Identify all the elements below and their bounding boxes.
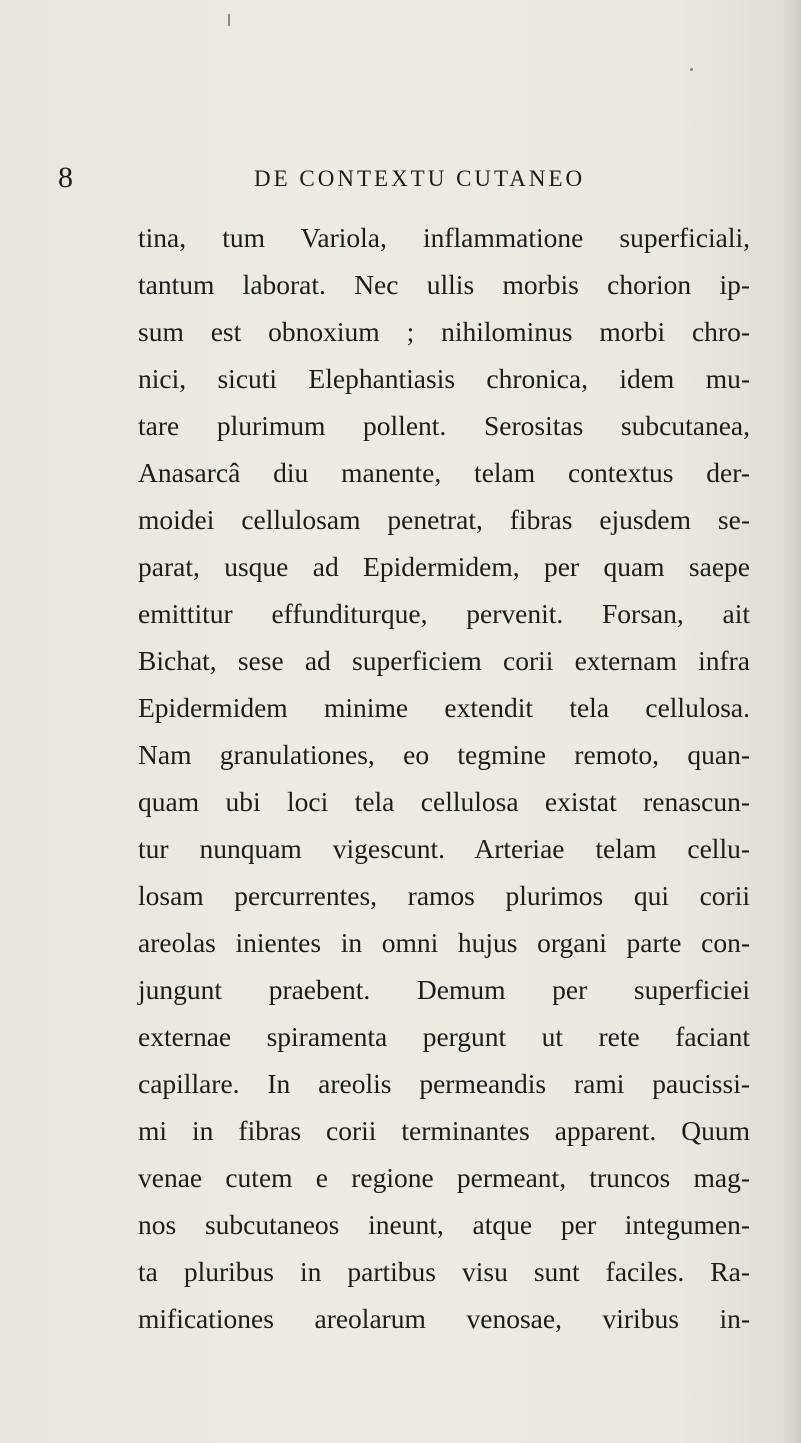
text-line: mificationes areolarum venosae, viribus in- <box>138 1303 750 1334</box>
text-line: Bichat, sese ad superficiem corii externam infra <box>138 645 750 676</box>
text-line: venae cutem e regione permeant, truncos mag- <box>138 1162 750 1193</box>
text-line: Epidermidem minime extendit tela cellulosa. <box>138 692 750 723</box>
text-line: mi in fibras corii terminantes apparent. Quum <box>138 1115 750 1146</box>
text-line: externae spiramenta pergunt ut rete faciant <box>138 1021 750 1052</box>
text-line: tur nunquam vigescunt. Arteriae telam cellu- <box>138 833 750 864</box>
text-line: tantum laborat. Nec ullis morbis chorion ip- <box>138 269 750 300</box>
text-line: nos subcutaneos ineunt, atque per integumen- <box>138 1209 750 1240</box>
text-line: tare plurimum pollent. Serositas subcutanea, <box>138 410 750 441</box>
text-line: nici, sicuti Elephantiasis chronica, idem mu- <box>138 363 750 394</box>
print-speck <box>228 14 230 26</box>
running-head: DE CONTEXTU CUTANEO <box>254 166 586 191</box>
print-speck <box>690 68 693 71</box>
text-line: emittitur effunditurque, pervenit. Forsan, ait <box>138 598 750 629</box>
text-line: areolas inientes in omni hujus organi parte con- <box>138 927 750 958</box>
text-line: quam ubi loci tela cellulosa existat renascun- <box>138 786 750 817</box>
text-line: tina, tum Variola, inflammatione superficiali, <box>138 222 750 253</box>
text-line: jungunt praebent. Demum per superficiei <box>138 974 750 1005</box>
text-line: losam percurrentes, ramos plurimos qui corii <box>138 880 750 911</box>
page-number: 8 <box>58 161 73 194</box>
text-line: moidei cellulosam penetrat, fibras ejusdem se- <box>138 504 750 535</box>
text-line: sum est obnoxium ; nihilominus morbi chro- <box>138 316 750 347</box>
text-line: Anasarcâ diu manente, telam contextus der- <box>138 457 750 488</box>
text-line: ta pluribus in partibus visu sunt faciles. Ra- <box>138 1256 750 1287</box>
body-text <box>138 214 750 1342</box>
text-line: capillare. In areolis permeandis rami paucissi- <box>138 1068 750 1099</box>
text-line: parat, usque ad Epidermidem, per quam saepe <box>138 551 750 582</box>
page-header <box>0 160 801 200</box>
text-line: Nam granulationes, eo tegmine remoto, quan- <box>138 739 750 770</box>
page-edge-shadow <box>783 0 801 1443</box>
